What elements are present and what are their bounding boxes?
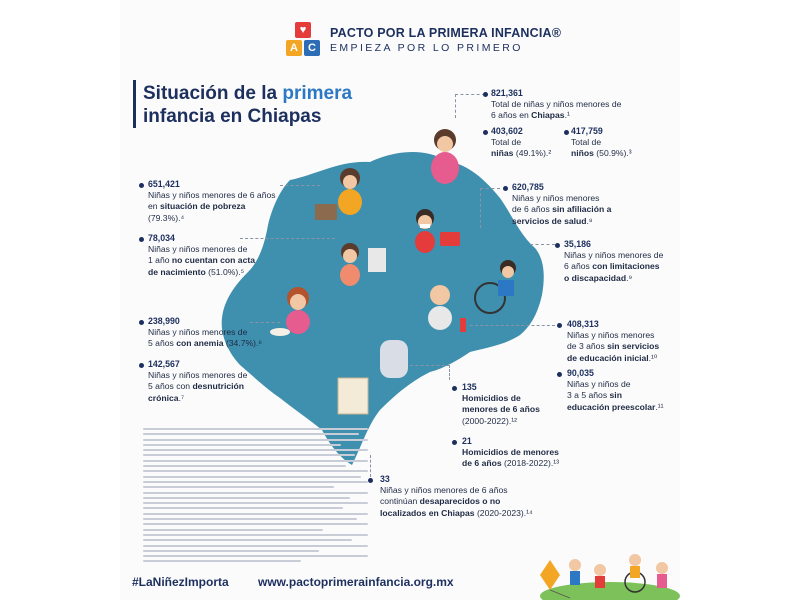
- kite-icon: [540, 560, 560, 590]
- stat-homicides2-line2a: de: [462, 458, 475, 469]
- stat-birthcert-line2b: no cuentan con acta: [171, 255, 255, 266]
- letter-block-c: C: [304, 40, 320, 56]
- bullet-dot: [139, 320, 144, 325]
- stat-missing: [380, 474, 550, 519]
- stat-initial-number: 408,313: [567, 319, 599, 329]
- stat-disability-line3b: .⁹: [626, 272, 633, 283]
- stat-anemia: [148, 316, 263, 350]
- leader-line-initial: [470, 325, 555, 326]
- stat-girls: [491, 126, 556, 160]
- stat-disability-line2a: 6 años: [564, 261, 593, 272]
- stat-anemia-line2a: 5 años: [148, 338, 177, 349]
- title-line1-highlight: primera: [282, 83, 353, 104]
- stat-total: [491, 88, 641, 122]
- stat-health: [512, 182, 642, 227]
- stat-poverty-line2c: (79.3%).⁴: [148, 212, 185, 223]
- bullet-dot: [503, 186, 508, 191]
- stat-missing-line3b: (2020-2023).¹⁴: [474, 507, 533, 518]
- bullet-dot: [139, 237, 144, 242]
- stat-homicides1-line2a: menores de: [462, 404, 513, 415]
- stat-total-number: 821,361: [491, 88, 523, 98]
- bullet-dot: [452, 386, 457, 391]
- stat-initial-line2b: sin servicios: [607, 341, 660, 352]
- bullet-dot: [564, 130, 569, 135]
- stat-initial-education: [567, 319, 682, 364]
- stat-homicides1-line1: Homicidios de: [462, 393, 521, 404]
- stat-homicides2-number: 21: [462, 436, 472, 446]
- bullet-dot: [557, 372, 562, 377]
- stat-malnutrition-line1: Niñas y niños menores de: [148, 370, 248, 381]
- stat-birthcert-number: 78,034: [148, 233, 175, 243]
- stat-health-number: 620,785: [512, 182, 544, 192]
- leader-line-disability: [530, 244, 555, 245]
- letter-block-a: A: [286, 40, 302, 56]
- stat-preschool-line2: 3 a 5 años: [567, 390, 610, 401]
- stat-disability-line2b: con limitaciones: [592, 261, 660, 272]
- stat-preschool-number: 90,035: [567, 368, 594, 378]
- stat-initial-line2a: de 3 años: [567, 341, 608, 352]
- stat-preschool-line1: Niñas y niños de: [567, 379, 631, 390]
- title-line2: infancia en Chiapas: [143, 106, 322, 127]
- leader-line-total: [455, 94, 485, 118]
- stat-malnutrition: [148, 359, 263, 404]
- stat-birthcert-line3b: (51.0%).⁵: [205, 266, 245, 277]
- title-accent-bar: [133, 80, 136, 128]
- title-line1-plain: Situación de la: [143, 83, 283, 104]
- stat-disability: [564, 239, 684, 284]
- bullet-dot: [483, 92, 488, 97]
- stat-homicides1-line3: (2000-2022).¹²: [462, 415, 517, 426]
- stat-poverty-line2b: situación de pobreza: [159, 201, 246, 212]
- bullet-dot: [368, 478, 373, 483]
- stat-disability-line1: Niñas y niños menores de: [564, 250, 664, 261]
- stat-malnutrition-line2b: desnutrición: [192, 381, 245, 392]
- stat-homicides1-number: 135: [462, 382, 477, 392]
- stat-homicides2-line2b: 6 años: [474, 458, 502, 469]
- stat-anemia-number: 238,990: [148, 316, 180, 326]
- stat-homicides1-line2b: 6 años: [512, 404, 540, 415]
- stat-preschool-line2b: sin: [609, 390, 622, 401]
- stat-birthcert-line2a: 1 año: [148, 255, 172, 266]
- stat-missing-line3a: localizados en Chiapas: [380, 507, 475, 518]
- missing-poster-icon: [338, 378, 368, 414]
- stat-boys-line2b: (50.9%).³: [593, 148, 632, 159]
- stat-health-line3: servicios de salud: [512, 215, 587, 226]
- stat-initial-line3b: .¹⁰: [648, 352, 658, 363]
- stat-birthcert-line1: Niñas y niños menores de: [148, 244, 248, 255]
- bullet-dot: [139, 363, 144, 368]
- stat-malnutrition-line2a: 5 años con: [148, 381, 193, 392]
- stat-health-line3b: .⁸: [586, 215, 593, 226]
- heart-block-icon: ♥: [295, 22, 311, 38]
- stat-girls-line2b: (49.1%).²: [513, 148, 552, 159]
- stat-health-line2a: de 6 años: [512, 204, 553, 215]
- stat-initial-line1: Niñas y niños menores: [567, 330, 655, 341]
- stat-birth-certificate: [148, 233, 263, 278]
- website-link[interactable]: www.pactoprimerainfancia.org.mx: [258, 575, 454, 589]
- bullet-dot: [555, 243, 560, 248]
- stat-malnutrition-line3b: .⁷: [178, 392, 185, 403]
- stat-homicides-2000-2022: [462, 382, 542, 427]
- bullet-dot: [483, 130, 488, 135]
- stat-preschool: [567, 368, 682, 413]
- kids-playing-illustration: [540, 520, 680, 600]
- stat-poverty-line1: Niñas y niños menores de 6 años: [148, 190, 276, 201]
- stat-malnutrition-number: 142,567: [148, 359, 180, 369]
- bullet-dot: [139, 183, 144, 188]
- stat-missing-number: 33: [380, 474, 390, 484]
- stat-birthcert-line3a: de nacimiento: [148, 266, 206, 277]
- stat-girls-line2a: niñas: [491, 148, 514, 159]
- bullet-dot: [452, 440, 457, 445]
- logo-subtitle: EMPIEZA POR LO PRIMERO: [330, 42, 523, 54]
- stat-health-line2b: sin afiliación a: [552, 204, 612, 215]
- stat-malnutrition-line3: crónica: [148, 392, 179, 403]
- stat-preschool-line3: educación preescolar: [567, 401, 656, 412]
- logo-title: PACTO POR LA PRIMERA INFANCIA®: [330, 26, 562, 40]
- stat-missing-line2a: continúan: [380, 496, 420, 507]
- stat-boys-line2a: niños: [571, 148, 594, 159]
- stat-homicides2-line2c: (2018-2022).¹³: [501, 458, 559, 469]
- stat-anemia-line2b: con anemia: [176, 338, 224, 349]
- leader-line-poverty: [280, 185, 320, 186]
- stat-health-line1: Niñas y niños menores: [512, 193, 600, 204]
- logo-text: [330, 26, 561, 54]
- leader-line-missing: [370, 455, 371, 477]
- tombstone-icon: [380, 340, 408, 378]
- stat-homicides2-line1: Homicidios de menores: [462, 447, 559, 458]
- bullet-dot: [557, 323, 562, 328]
- logo[interactable]: [286, 20, 561, 60]
- stat-girls-line1: Total de: [491, 137, 522, 148]
- stat-initial-line3: de educación inicial: [567, 352, 649, 363]
- stat-missing-line1: Niñas y niños menores de 6 años: [380, 485, 508, 496]
- stat-total-line2c: .¹: [564, 110, 570, 121]
- stat-anemia-line2c: (34.7%).⁶: [223, 338, 262, 349]
- stat-poverty-number: 651,421: [148, 179, 180, 189]
- stat-disability-line3: o discapacidad: [564, 272, 627, 283]
- stat-anemia-line1: Niñas y niños menores de: [148, 327, 248, 338]
- stat-total-line2a: 6 años en: [491, 110, 532, 121]
- footnotes-fine-print: [143, 428, 368, 566]
- stat-preschool-line3b: .¹¹: [655, 401, 664, 412]
- stat-boys-number: 417,759: [571, 126, 603, 136]
- leader-line-health: [480, 188, 500, 228]
- stat-boys-line1: Total de: [571, 137, 602, 148]
- stat-total-line2b: Chiapas: [531, 110, 565, 121]
- stat-homicides-2018-2022: [462, 436, 572, 470]
- leader-line-homicides: [410, 365, 450, 380]
- stat-boys: [571, 126, 636, 160]
- stat-missing-line2b: desaparecidos o no: [419, 496, 501, 507]
- stat-disability-number: 35,186: [564, 239, 591, 249]
- stat-poverty-line2a: en: [148, 201, 160, 212]
- stat-poverty: [148, 179, 283, 224]
- stat-total-line1: Total de niñas y niños menores de: [491, 99, 622, 110]
- stat-girls-number: 403,602: [491, 126, 523, 136]
- logo-blocks-icon: [286, 22, 322, 58]
- hashtag: #LaNiñezImporta: [132, 575, 229, 589]
